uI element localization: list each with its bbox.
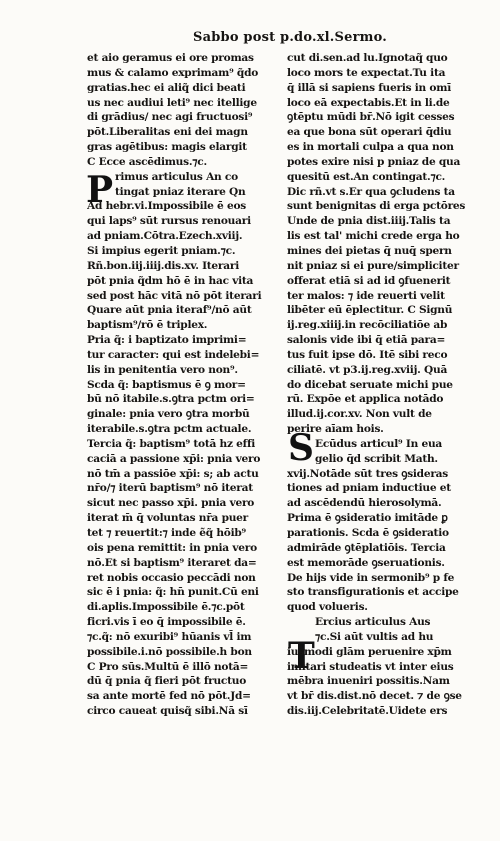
- text-line: xvij.Notāde sūt tres ꝯsideras: [287, 467, 448, 480]
- text-line: sto transfigurationis et accipe: [287, 586, 459, 599]
- text-line: lis est tal' michi crede erga ho: [287, 230, 460, 243]
- text-line: ad pniam.Cōtra.Ezech.xviij.: [87, 230, 243, 243]
- text-line: di grādius/ nec agi fructuosi⁹: [87, 111, 253, 124]
- text-line: Ad hebr.vi.Impossibile ē eos: [87, 200, 247, 213]
- text-line: offerat etiā si ad id ꝯfuenerit: [287, 274, 451, 287]
- text-line: Prima ē ꝯsideratio imitāde ꝑ: [287, 512, 448, 525]
- text-line: Si impius egerit pniam.⁊c.: [87, 244, 236, 257]
- drop-cap-p: P: [86, 169, 114, 211]
- text-line: loco mors te expectat.Tu ita: [287, 66, 446, 79]
- text-line: imitari studeatis vt inter eius: [287, 660, 454, 673]
- text-line: nō.Et si baptism⁹ iteraret da=: [87, 556, 257, 569]
- text-line: ficri.vis ī eo q̄ impossibile ē.: [87, 616, 246, 629]
- text-line: Quare aūt pnia iteraf⁹/nō aūt: [87, 304, 252, 317]
- text-line: et aio geramus ei ore promas: [87, 52, 254, 64]
- text-line: iusmodi glām peruenire xp̄m: [287, 645, 452, 658]
- text-line: qui laps⁹ sūt rursus renouari: [87, 215, 251, 228]
- text-line: mus & calamo exprimam⁹ q̃do: [87, 66, 259, 79]
- text-line: lis in penitentia vero non⁹.: [87, 363, 238, 376]
- text-line: sic ē i pnia: q̃: hn̄ punit.Cū eni: [87, 586, 259, 599]
- text-line: pōt.Liberalitas eni dei magn: [87, 126, 248, 139]
- text-line: Ercius articulus Aus: [315, 616, 431, 629]
- drop-cap-s: S: [288, 427, 314, 469]
- text-line: nit pniaz si ei pure/simpliciter: [287, 259, 459, 272]
- text-line: tur caracter: qui est indelebi=: [87, 348, 260, 361]
- text-line: tet ⁊ reuertit:⁊ inde ẽq̃ hōib⁹: [87, 527, 246, 539]
- text-line: sicut nec passo xp̄i. pnia vero: [87, 497, 255, 510]
- text-line: C Pro sūs.Multū ē illō notā=: [87, 660, 249, 673]
- text-line: ciliatē. vt p3.ij.reg.xviij. Quā: [287, 363, 448, 376]
- text-line: loco eā expectabis.Et in li.de: [287, 96, 450, 109]
- right-text-column: [287, 51, 473, 719]
- text-line: sa ante mortē fed nō pōt.Jd=: [87, 690, 251, 703]
- text-line: potes exire nisi p pniaz de qua: [287, 155, 461, 168]
- text-line: ginale: pnia vero ꝯtra morbū: [87, 408, 250, 421]
- left-text-column: [87, 51, 285, 719]
- text-line: rimus articulus An co: [115, 170, 238, 183]
- text-line: circo caueat quisq̃ sibi.Nā sī: [87, 705, 248, 718]
- text-line: dū q̄ pnia q̃ fieri pōt fructuo: [87, 675, 247, 688]
- text-line: iterat m̄ q̄ voluntas nr̄a puer: [87, 512, 249, 525]
- text-line: illud.ij.cor.xv. Non vult de: [287, 408, 432, 421]
- text-line: tiones ad pniam inductiue et: [287, 482, 451, 495]
- text-line: admirāde ꝯtēplatiōis. Tercia: [287, 541, 446, 554]
- text-line: Pria q̃: i baptizato imprimi=: [87, 334, 247, 347]
- text-line: perire aīam hois.: [287, 423, 384, 436]
- running-header: [0, 30, 500, 45]
- text-line: vt br̄ dis.dist.nō decet. ⁊ de ꝯse: [287, 690, 462, 703]
- text-line: baptism⁹/rō ē triplex.: [87, 319, 208, 332]
- text-line: mēbra inueniri possitis.Nam: [287, 675, 450, 688]
- text-line: rū. Expōe et applica notādo: [287, 393, 444, 406]
- text-line: dis.iij.Celebritatē.Uidete ers: [287, 705, 448, 718]
- text-line: ⁊c.Si aūt vultis ad hu: [315, 630, 434, 643]
- text-line: Unde de pnia dist.iiij.Talis ta: [287, 215, 451, 228]
- text-line: es in mortali culpa a qua non: [287, 141, 454, 154]
- text-line: ter malos: ⁊ ide reuerti velit: [287, 289, 445, 302]
- text-line: De hijs vide in sermonib⁹ p fe: [287, 571, 455, 584]
- text-line: sunt benignitas di erga pctōres: [287, 200, 466, 213]
- text-line: libēter eū ēplectitur. C Signū: [287, 304, 453, 317]
- text-line: gras agētibus: magis elargit: [87, 141, 247, 154]
- drop-cap-t: T: [288, 635, 315, 677]
- text-line: ad ascēdendū hierosolymā.: [287, 497, 442, 510]
- text-line: quod volueris.: [287, 601, 368, 614]
- text-line: ois pena remittit: in pnia vero: [87, 541, 257, 554]
- text-line: tus fuit ipse dō. Itē sibi reco: [287, 348, 448, 361]
- text-line: ij.reg.xiiij.in recōciliatiōe ab: [287, 319, 448, 332]
- page-title: Sabbo post p.do.xl.Sermo.: [193, 30, 387, 45]
- text-line: pōt pnia q̃dm hō ē in hac vita: [87, 274, 254, 287]
- text-line: ⁊c.q̃: nō exuribi⁹ hūanis vl̄ im: [87, 630, 252, 643]
- text-line: salonis vide ibi q̄ etiā para=: [287, 334, 446, 347]
- text-line: nō tm̄ a passiōe xp̄i: s; ab actu: [87, 467, 259, 480]
- text-line: sed post hāc vitā nō pōt iterari: [87, 289, 262, 302]
- text-line: Rñ.bon.iij.iiij.dis.xv. Iterari: [87, 259, 239, 272]
- text-line: ꝯtēptu mūdi br̄.Nō igit cesses: [287, 111, 455, 124]
- text-line: di.aplis.Impossibile ē.⁊c.pōt: [87, 601, 245, 614]
- text-line: gratias.hec ei aliq̃ dici beati: [87, 81, 246, 94]
- text-line: est memorāde ꝯseruationis.: [287, 556, 445, 569]
- text-line: Tercia q̃: baptism⁹ totā hz effi: [87, 437, 256, 450]
- text-line: parationis. Scda ē ꝯsideratio: [287, 527, 449, 539]
- text-line: quesitū est.An contingat.⁊c.: [287, 170, 446, 183]
- text-line: Dic rñ.vt s.Er qua ꝯcludens ta: [287, 185, 455, 198]
- text-line: do dicebat seruate michi pue: [287, 378, 453, 391]
- text-line: possibile.i.nō possibile.h bon: [87, 645, 252, 658]
- text-line: ea que bona sūt operari q̄diu: [287, 126, 452, 139]
- text-line: ret nobis occasio peccādi non: [87, 571, 256, 584]
- text-line: Scda q̃: baptismus ē ꝯ mor=: [87, 378, 246, 391]
- text-line: us nec audiui leti⁹ nec itellige: [87, 96, 257, 109]
- text-line: q̄ illā si sapiens fueris in omī: [287, 81, 451, 94]
- text-line: nr̄o/⁊ iterū baptism⁹ nō iterat: [87, 482, 253, 495]
- text-line: mines dei pietas q̄ nuq̄ spern: [287, 244, 452, 257]
- text-line: tingat pniaz iterare Qn: [115, 185, 246, 198]
- text-line: C Ecce ascēdimus.⁊c.: [87, 155, 207, 168]
- text-line: caciā a passione xp̄i: pnia vero: [87, 452, 261, 465]
- text-line: bū nō itabile.s.ꝯtra pctm ori=: [87, 393, 255, 406]
- text-line: iterabile.s.ꝯtra pctm actuale.: [87, 423, 252, 436]
- text-line: Ecūdus articul⁹ In eua: [315, 437, 443, 450]
- text-line: gelio q̄d scribit Math.: [315, 452, 438, 465]
- text-line: cut di.sen.ad lu.Ignotaq̃ quo: [287, 52, 448, 64]
